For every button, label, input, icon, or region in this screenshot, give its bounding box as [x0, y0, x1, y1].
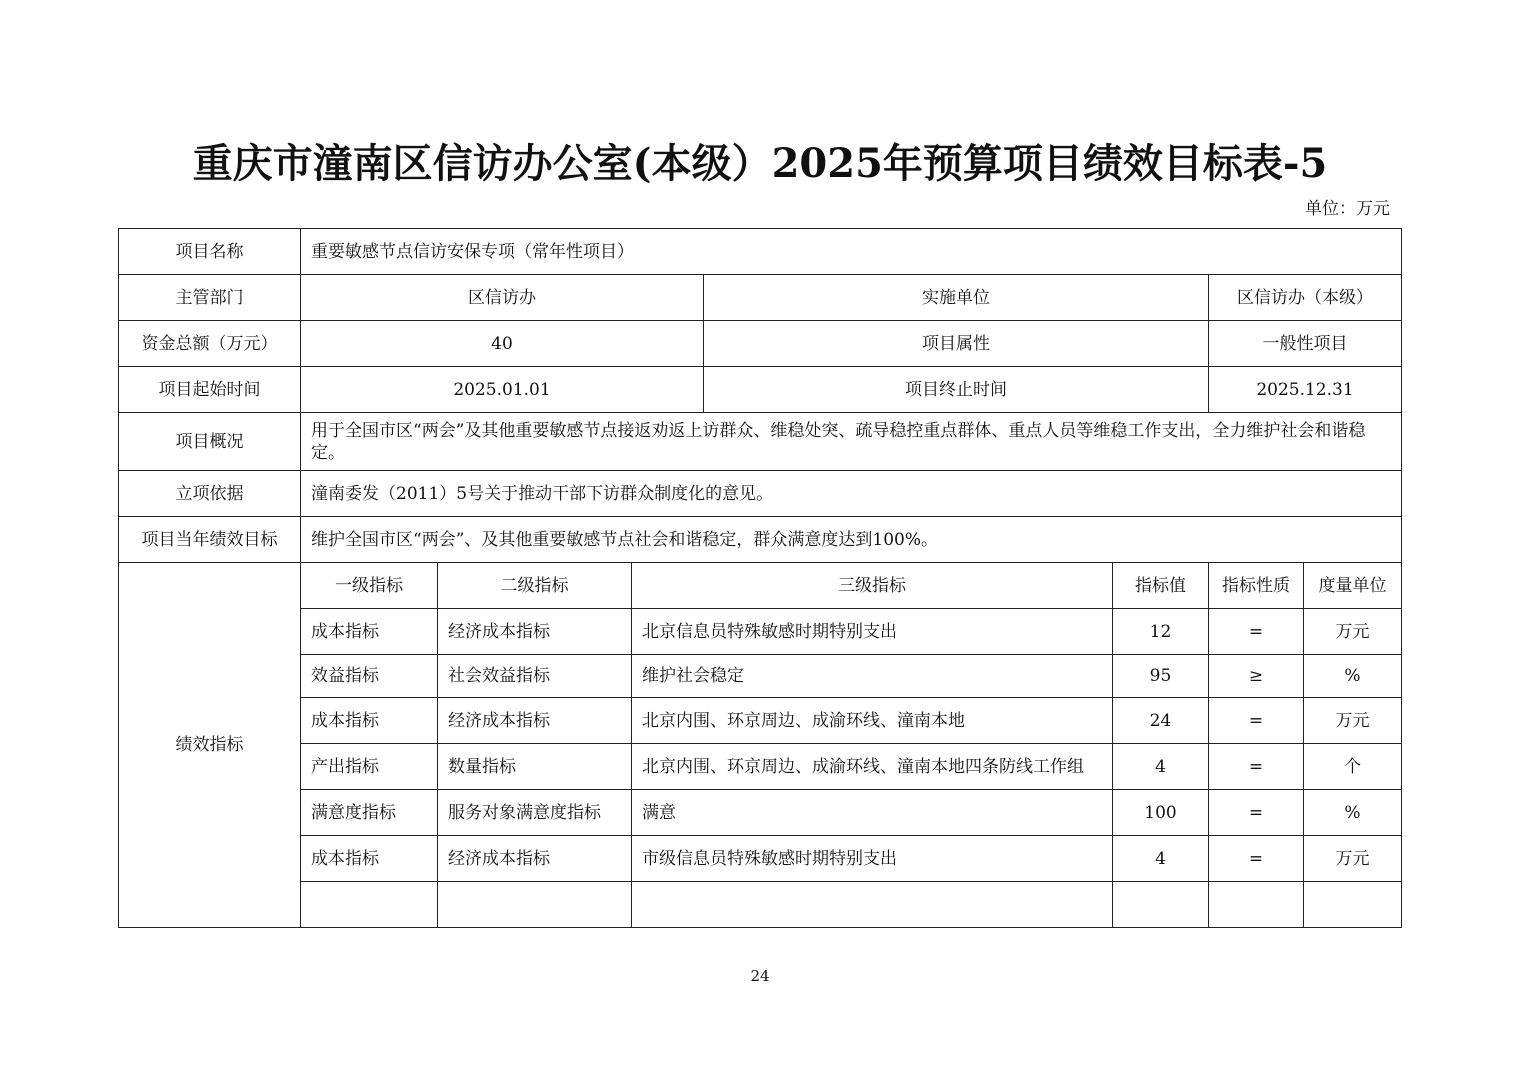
indicator-level1: 成本指标 — [301, 609, 438, 655]
value-end-time: 2025.12.31 — [1209, 367, 1402, 413]
indicator-value: 95 — [1113, 655, 1209, 698]
value-basis: 潼南委发（2011）5号关于推动干部下访群众制度化的意见。 — [301, 471, 1402, 517]
indicator-row — [119, 698, 1402, 744]
indicator-unit: 万元 — [1304, 609, 1402, 655]
indicator-level2: 经济成本指标 — [438, 698, 632, 744]
indicator-value: 12 — [1113, 609, 1209, 655]
indicator-level1: 满意度指标 — [301, 790, 438, 836]
value-total-funds: 40 — [301, 321, 704, 367]
indicator-level3: 满意 — [632, 790, 1113, 836]
label-project-name: 项目名称 — [119, 229, 301, 275]
label-start-time: 项目起始时间 — [119, 367, 301, 413]
indicator-unit: % — [1304, 790, 1402, 836]
indicator-row — [119, 609, 1402, 655]
value-project-name: 重要敏感节点信访安保专项（常年性项目） — [301, 229, 1402, 275]
label-indicators: 绩效指标 — [119, 563, 301, 928]
row-annual-goal — [119, 517, 1402, 563]
indicator-level1: 成本指标 — [301, 836, 438, 882]
indicator-level3: 市级信息员特殊敏感时期特别支出 — [632, 836, 1113, 882]
indicator-value: 4 — [1113, 836, 1209, 882]
indicator-header-row — [119, 563, 1402, 609]
indicator-nature: = — [1209, 698, 1304, 744]
indicator-nature: = — [1209, 609, 1304, 655]
indicator-level1: 效益指标 — [301, 655, 438, 698]
indicator-level3: 北京信息员特殊敏感时期特别支出 — [632, 609, 1113, 655]
label-implementing-unit: 实施单位 — [704, 275, 1209, 321]
indicator-nature — [1209, 882, 1304, 928]
indicator-nature: = — [1209, 836, 1304, 882]
indicator-unit: 万元 — [1304, 836, 1402, 882]
indicator-level2: 经济成本指标 — [438, 836, 632, 882]
indicator-level3: 维护社会稳定 — [632, 655, 1113, 698]
indicator-unit: 万元 — [1304, 698, 1402, 744]
label-total-funds: 资金总额（万元） — [119, 321, 301, 367]
row-time — [119, 367, 1402, 413]
row-department — [119, 275, 1402, 321]
value-implementing-unit: 区信访办（本级） — [1209, 275, 1402, 321]
indicator-level3: 北京内围、环京周边、成渝环线、潼南本地 — [632, 698, 1113, 744]
indicator-level1: 成本指标 — [301, 698, 438, 744]
value-overview: 用于全国市区“两会”及其他重要敏感节点接返劝返上访群众、维稳处突、疏导稳控重点群体、重点人员等维稳工作支出，全力维护社会和谐稳定。 — [301, 413, 1402, 471]
indicator-level1: 产出指标 — [301, 744, 438, 790]
indicator-value: 24 — [1113, 698, 1209, 744]
indicator-row — [119, 744, 1402, 790]
indicator-row-empty — [119, 882, 1402, 928]
page-title: 重庆市潼南区信访办公室(本级）2025年预算项目绩效目标表-5 — [192, 140, 1328, 187]
value-start-time: 2025.01.01 — [301, 367, 704, 413]
unit-label: 单位：万元 — [1305, 199, 1390, 219]
indicator-value: 4 — [1113, 744, 1209, 790]
indicator-unit: % — [1304, 655, 1402, 698]
label-basis: 立项依据 — [119, 471, 301, 517]
indicator-nature: ≥ — [1209, 655, 1304, 698]
label-project-attribute: 项目属性 — [704, 321, 1209, 367]
value-annual-goal: 维护全国市区“两会”、及其他重要敏感节点社会和谐稳定，群众满意度达到100%。 — [301, 517, 1402, 563]
indicator-row — [119, 655, 1402, 698]
header-nature: 指标性质 — [1209, 563, 1304, 609]
header-level1: 一级指标 — [301, 563, 438, 609]
label-annual-goal: 项目当年绩效目标 — [119, 517, 301, 563]
row-basis — [119, 471, 1402, 517]
header-unit: 度量单位 — [1304, 563, 1402, 609]
indicator-value: 100 — [1113, 790, 1209, 836]
row-overview — [119, 413, 1402, 471]
label-end-time: 项目终止时间 — [704, 367, 1209, 413]
indicator-level3: 北京内围、环京周边、成渝环线、潼南本地四条防线工作组 — [632, 744, 1113, 790]
performance-table — [118, 228, 1402, 928]
indicator-value — [1113, 882, 1209, 928]
value-department: 区信访办 — [301, 275, 704, 321]
indicator-level2: 服务对象满意度指标 — [438, 790, 632, 836]
indicator-row — [119, 836, 1402, 882]
indicator-level2: 社会效益指标 — [438, 655, 632, 698]
header-value: 指标值 — [1113, 563, 1209, 609]
indicator-nature: = — [1209, 744, 1304, 790]
header-level3: 三级指标 — [632, 563, 1113, 609]
indicator-unit: 个 — [1304, 744, 1402, 790]
row-project-name — [119, 229, 1402, 275]
indicator-row — [119, 790, 1402, 836]
page-number: 24 — [750, 967, 770, 985]
indicator-level1 — [301, 882, 438, 928]
label-department: 主管部门 — [119, 275, 301, 321]
indicator-level2: 数量指标 — [438, 744, 632, 790]
label-overview: 项目概况 — [119, 413, 301, 471]
row-total-funds — [119, 321, 1402, 367]
indicator-nature: = — [1209, 790, 1304, 836]
indicator-level3 — [632, 882, 1113, 928]
indicator-unit — [1304, 882, 1402, 928]
indicator-level2 — [438, 882, 632, 928]
indicator-level2: 经济成本指标 — [438, 609, 632, 655]
header-level2: 二级指标 — [438, 563, 632, 609]
value-project-attribute: 一般性项目 — [1209, 321, 1402, 367]
